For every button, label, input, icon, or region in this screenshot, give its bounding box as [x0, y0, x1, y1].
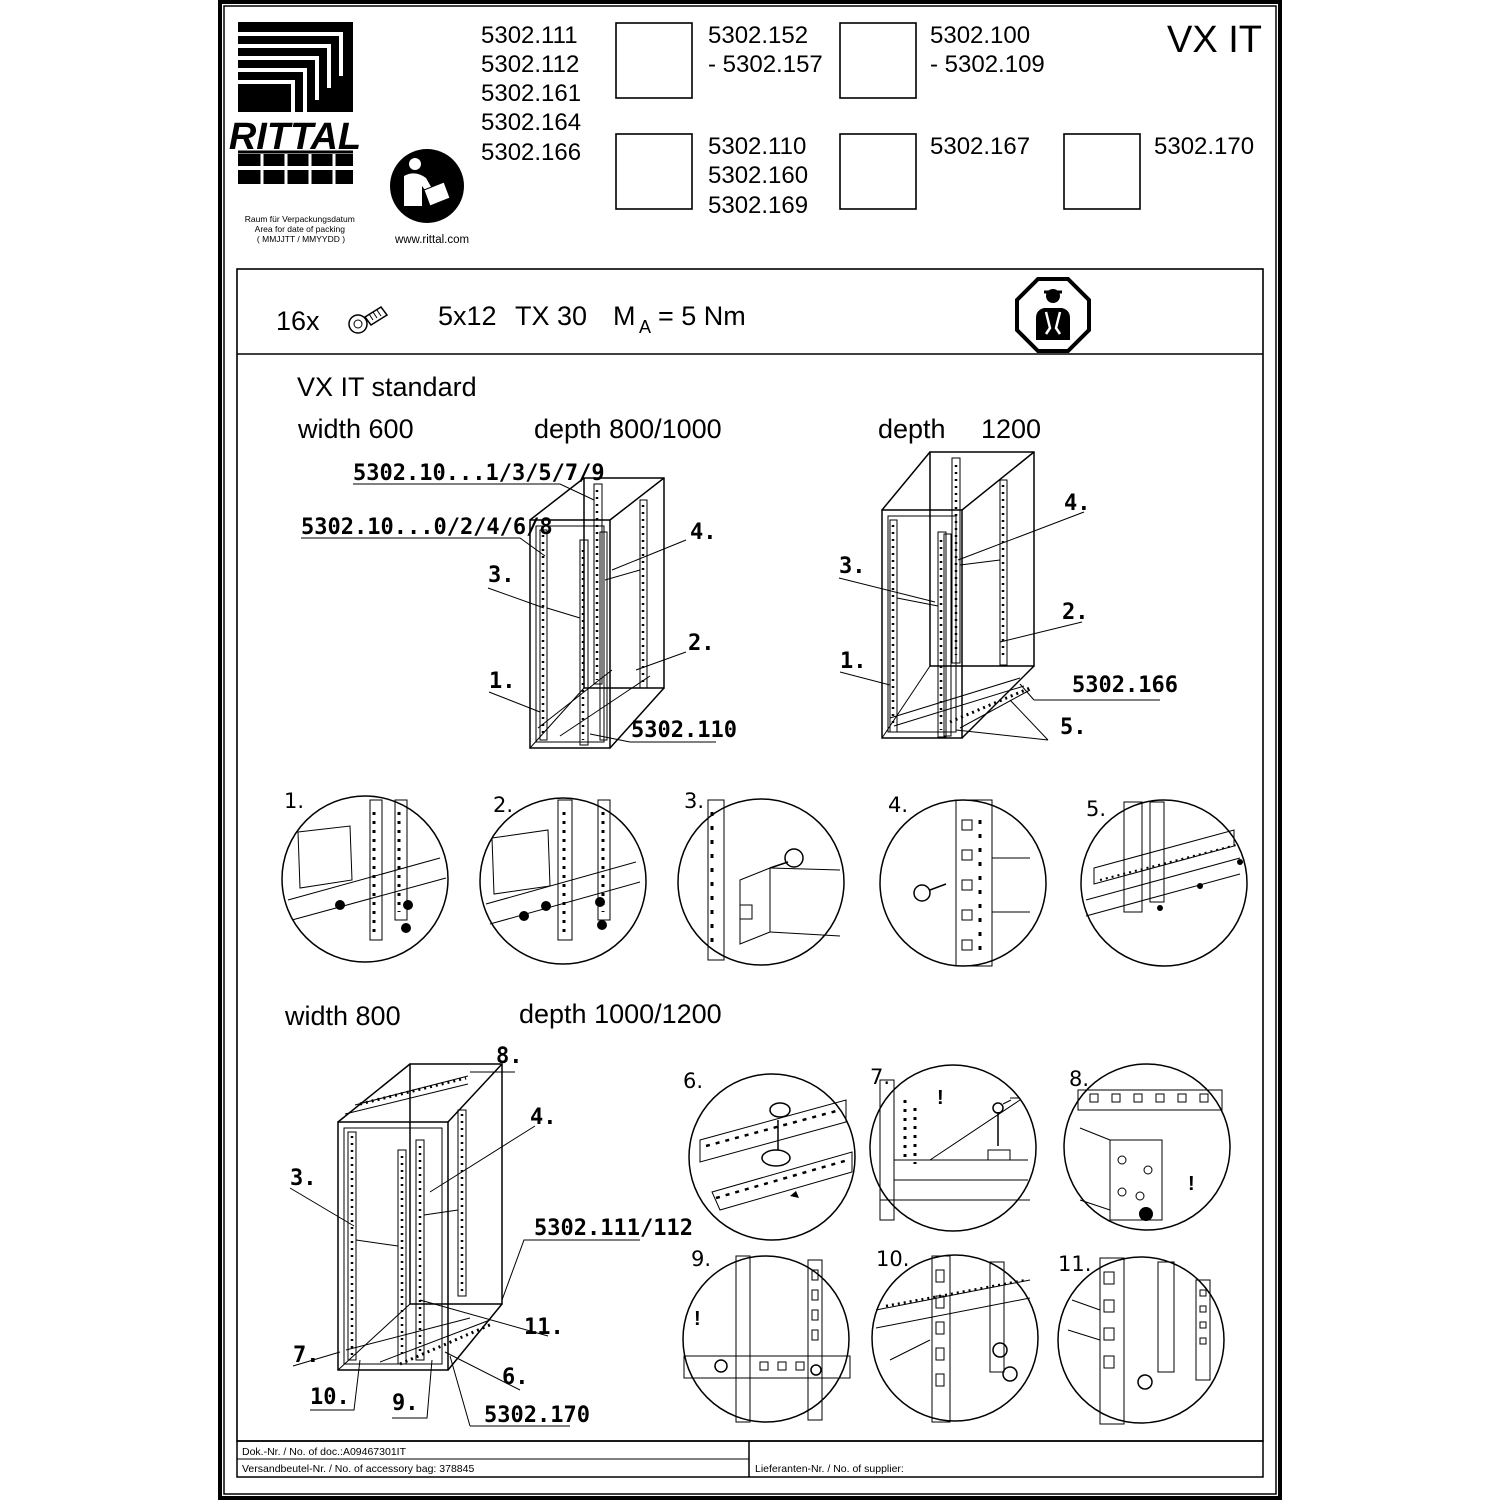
svg-text:5302.110: 5302.110 [708, 133, 807, 160]
supplier-number: Lieferanten-Nr. / No. of supplier: [755, 1463, 904, 1475]
torque-symbol: M [613, 301, 636, 331]
step-1-detail [282, 796, 448, 962]
label-c-4: 4. [530, 1105, 557, 1130]
section1-depth-b-label: depth [878, 414, 946, 444]
caution-mark-9: ! [694, 1308, 701, 1330]
label-a-1: 1. [489, 669, 516, 694]
step-11-label: 11. [1058, 1252, 1092, 1276]
qualified-personnel-icon [1017, 279, 1089, 351]
caution-mark-7: ! [937, 1087, 944, 1109]
step-1-label: 1. [284, 789, 305, 813]
code-group-3 [930, 22, 1045, 78]
torque-subscript: A [639, 317, 652, 337]
step-11-detail [1058, 1257, 1224, 1424]
label-c-11: 11. [524, 1315, 564, 1340]
label-a-4: 4. [690, 520, 717, 545]
website: www.rittal.com [394, 234, 470, 246]
checkbox-5 [1064, 134, 1140, 209]
label-b-5: 5. [1060, 715, 1087, 740]
label-b-5302-166: 5302.166 [1072, 673, 1178, 698]
label-c-10: 10. [310, 1385, 350, 1410]
step-6-detail [689, 1074, 855, 1240]
svg-text:5302.112: 5302.112 [481, 51, 580, 78]
svg-text:5302.111: 5302.111 [481, 22, 578, 49]
label-c-7: 7. [293, 1343, 320, 1368]
checkbox-4 [840, 134, 916, 209]
label-c-8: 8. [496, 1044, 523, 1069]
code-group-4 [708, 133, 808, 219]
step-4-label: 4. [888, 793, 909, 817]
step-4-detail [880, 800, 1046, 966]
label-c-5302-111-112: 5302.111/112 [534, 1216, 693, 1241]
svg-text:5302.100: 5302.100 [930, 22, 1031, 49]
section2-width: width 800 [285, 1001, 401, 1031]
svg-text:5302.164: 5302.164 [481, 109, 582, 136]
svg-text:- 5302.109: - 5302.109 [930, 51, 1045, 78]
step-3-detail [678, 799, 844, 965]
rittal-logo [229, 22, 361, 184]
step-9-detail [683, 1256, 850, 1422]
step-2-label: 2. [493, 793, 514, 817]
section1-depth-a: depth 800/1000 [534, 414, 722, 444]
svg-text:5302.161: 5302.161 [481, 80, 582, 107]
label-a-5302-110: 5302.110 [631, 718, 737, 743]
label-b-3: 3. [839, 554, 866, 579]
code-group-1 [481, 22, 581, 166]
section2-depth: depth 1000/1200 [519, 999, 722, 1029]
label-c-9: 9. [392, 1391, 419, 1416]
screw-icon [349, 307, 387, 333]
checkbox-1 [616, 23, 692, 98]
section1-heading: VX IT standard [297, 372, 477, 402]
label-b-1: 1. [840, 649, 867, 674]
section1-depth-b-value: 1200 [981, 414, 1042, 444]
step-2-detail [480, 798, 646, 964]
screw-size: 5x12 [438, 301, 497, 331]
step-10-label: 10. [876, 1247, 910, 1271]
step-5-label: 5. [1086, 797, 1107, 821]
svg-text:- 5302.157: - 5302.157 [708, 51, 823, 78]
step-7-detail [870, 1065, 1036, 1231]
label-b-4: 4. [1064, 491, 1091, 516]
label-a-odd-rails: 5302.10...1/3/5/7/9 [353, 461, 605, 486]
step-8-label: 8. [1069, 1067, 1090, 1091]
checkbox-3 [616, 134, 692, 209]
code-group-6: 5302.170 [1154, 133, 1255, 160]
step-6-label: 6. [683, 1069, 704, 1093]
doc-number: Dok.-Nr. / No. of doc.:A09467301IT [242, 1446, 407, 1458]
svg-text:5302.152: 5302.152 [708, 22, 809, 49]
torque-value: = 5 Nm [658, 301, 746, 331]
product-title: VX IT [1166, 19, 1262, 61]
accessory-bag-number: Versandbeutel-Nr. / No. of accessory bag: 378845 [242, 1463, 475, 1475]
svg-text:5302.166: 5302.166 [481, 139, 582, 166]
brand-name: RITTAL [228, 116, 362, 158]
label-c-3: 3. [290, 1166, 317, 1191]
step-10-detail [872, 1255, 1038, 1422]
step-5-detail [1081, 800, 1247, 966]
svg-text:5302.160: 5302.160 [708, 162, 809, 189]
label-a-3: 3. [488, 563, 515, 588]
label-b-2: 2. [1062, 600, 1089, 625]
rack-diagram-c [290, 1064, 640, 1426]
label-c-6: 6. [502, 1365, 529, 1390]
code-group-5: 5302.167 [930, 133, 1031, 160]
label-a-even-rails: 5302.10...0/2/4/6/8 [301, 515, 553, 540]
checkbox-2 [840, 23, 916, 98]
caution-mark-8: ! [1188, 1173, 1195, 1195]
code-group-2 [708, 22, 823, 78]
screw-drive: TX 30 [515, 301, 588, 331]
step-7-label: 7. [870, 1065, 891, 1089]
section1-width: width 600 [298, 414, 414, 444]
read-manual-icon [390, 149, 464, 223]
screw-quantity: 16x [276, 306, 320, 336]
svg-text:5302.169: 5302.169 [708, 192, 809, 219]
step-3-label: 3. [684, 789, 705, 813]
label-a-2: 2. [688, 631, 715, 656]
packing-date-note: Raum für Verpackungsdatum Area for date of packing ( MMJJTT / MMYYDD ) [244, 214, 355, 244]
label-c-5302-170: 5302.170 [484, 1403, 590, 1428]
step-9-label: 9. [691, 1247, 712, 1271]
